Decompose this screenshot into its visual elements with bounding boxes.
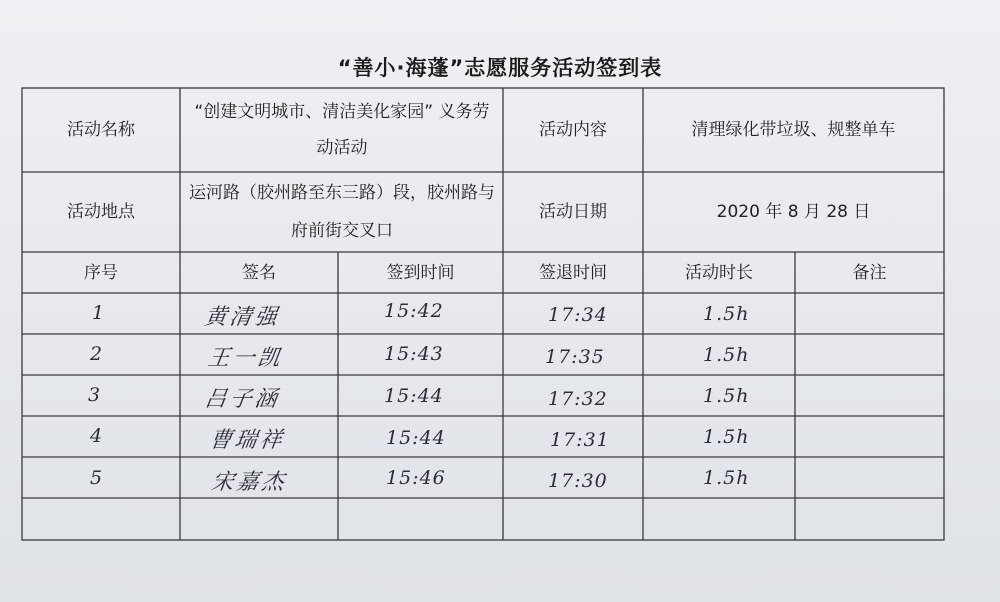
row-2-duration: 1.5h bbox=[703, 344, 750, 366]
col-header-checkout: 签退时间 bbox=[539, 262, 607, 283]
activity-content-label: 活动内容 bbox=[539, 120, 607, 140]
row-5-no: 5 bbox=[90, 467, 104, 489]
row-4-signature: 曹瑞祥 bbox=[207, 428, 287, 453]
row-5-duration: 1.5h bbox=[703, 467, 750, 489]
row-3-duration: 1.5h bbox=[703, 385, 750, 407]
row-1-checkout: 17:34 bbox=[548, 304, 608, 326]
row-5-checkin: 15:46 bbox=[386, 467, 446, 489]
row-2-no: 2 bbox=[90, 343, 104, 365]
row-1-signature: 黄清强 bbox=[202, 305, 282, 330]
col-header-duration: 活动时长 bbox=[685, 262, 753, 283]
row-1-duration: 1.5h bbox=[703, 303, 750, 325]
row-5-checkout: 17:30 bbox=[548, 470, 608, 492]
row-4-no: 4 bbox=[90, 425, 104, 447]
activity-name-label: 活动名称 bbox=[67, 120, 135, 140]
activity-name-value: “创建文明城市、清洁美化家园” 义务劳动活动 bbox=[194, 102, 490, 158]
activity-date-value: 2020 年 8 月 28 日 bbox=[716, 202, 871, 222]
col-header-checkin: 签到时间 bbox=[386, 262, 455, 283]
row-4-checkout: 17:31 bbox=[550, 429, 610, 451]
activity-place-value: 运河路（胶州路至东三路）段，胶州路与府前街交叉口 bbox=[189, 183, 495, 241]
row-1-checkin: 15:42 bbox=[384, 300, 444, 322]
row-3-signature: 吕子涵 bbox=[202, 387, 282, 412]
row-4-checkin: 15:44 bbox=[386, 427, 446, 449]
row-2-signature: 王一凯 bbox=[205, 346, 285, 371]
row-5-signature: 宋嘉杰 bbox=[209, 470, 289, 495]
row-2-checkout: 17:35 bbox=[545, 346, 605, 368]
col-header-no: 序号 bbox=[84, 262, 118, 283]
activity-place-label: 活动地点 bbox=[67, 202, 135, 222]
col-header-signature: 签名 bbox=[242, 262, 276, 283]
activity-content-value: 清理绿化带垃圾、规整单车 bbox=[691, 120, 896, 140]
col-header-note: 备注 bbox=[852, 262, 887, 283]
activity-date-label: 活动日期 bbox=[539, 202, 607, 222]
row-1-no: 1 bbox=[92, 302, 106, 324]
page-title: “善小·海蓬”志愿服务活动签到表 bbox=[337, 56, 663, 80]
row-3-checkin: 15:44 bbox=[384, 385, 444, 407]
row-3-checkout: 17:32 bbox=[548, 388, 608, 410]
row-3-no: 3 bbox=[88, 384, 102, 406]
row-2-checkin: 15:43 bbox=[384, 343, 444, 365]
row-4-duration: 1.5h bbox=[703, 426, 750, 448]
